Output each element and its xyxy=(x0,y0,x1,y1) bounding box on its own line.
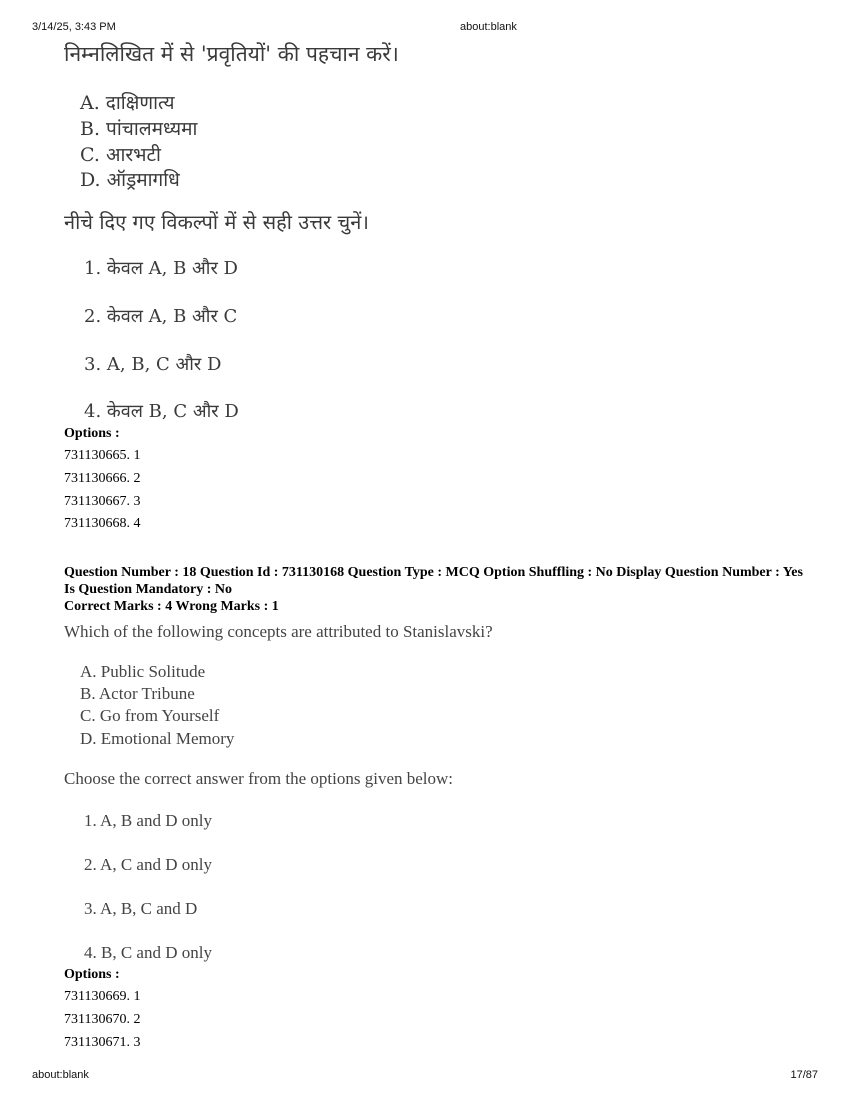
q18-choice-4: 4. B, C and D only xyxy=(84,943,212,962)
q18-choice-2: 2. A, C and D only xyxy=(84,855,212,874)
q18-option-3: 731130671. 3 xyxy=(64,1035,141,1050)
print-datetime: 3/14/25, 3:43 PM xyxy=(32,21,116,33)
q18-instruction: Choose the correct answer from the options given below: xyxy=(64,769,454,788)
q17-option-4: 731130668. 4 xyxy=(64,516,141,531)
q17-option-2: 731130666. 2 xyxy=(64,471,141,486)
q18-meta-line2: Correct Marks : 4 Wrong Marks : 1 xyxy=(64,599,279,614)
q17-option-3: 731130667. 3 xyxy=(64,494,141,509)
q17-item-a: A. दाक्षिणात्य xyxy=(80,92,175,114)
q18-option-2: 731130670. 2 xyxy=(64,1012,141,1027)
q18-meta xyxy=(64,564,804,615)
q18-meta-line1: Question Number : 18 Question Id : 731130168 Question Type : MCQ Option Shuffling : No Display Question Number : Yes Is Question Mandatory : No xyxy=(64,565,803,597)
q18-item-d: D. Emotional Memory xyxy=(80,729,235,748)
q18-item-b: B. Actor Tribune xyxy=(80,684,195,703)
page-number: 17/87 xyxy=(790,1069,818,1081)
q17-options-label: Options : xyxy=(64,426,120,441)
q17-option-1: 731130665. 1 xyxy=(64,448,141,463)
print-url: about:blank xyxy=(460,21,517,33)
q18-option-1: 731130669. 1 xyxy=(64,989,141,1004)
q18-item-a: A. Public Solitude xyxy=(80,662,206,681)
q18-item-c: C. Go from Yourself xyxy=(80,706,220,725)
footer-url: about:blank xyxy=(32,1069,89,1081)
q18-options-label: Options : xyxy=(64,967,120,982)
q17-item-d: D. ऑड्रमागधि xyxy=(80,169,180,191)
q18-question-text: Which of the following concepts are attributed to Stanislavski? xyxy=(64,622,493,641)
q17-choice-1: 1. केवल A, B और D xyxy=(84,258,238,279)
q17-choice-3: 3. A, B, C और D xyxy=(84,354,222,375)
q18-choice-3: 3. A, B, C and D xyxy=(84,899,198,918)
q17-choice-2: 2. केवल A, B और C xyxy=(84,306,238,327)
q17-question-text: निम्नलिखित में से 'प्रवृतियों' की पहचान करें। xyxy=(64,42,399,66)
q18-choice-1: 1. A, B and D only xyxy=(84,811,212,830)
q17-item-c: C. आरभटी xyxy=(80,144,161,166)
q17-choice-4: 4. केवल B, C और D xyxy=(84,401,239,422)
q17-instruction: नीचे दिए गए विकल्पों में से सही उत्तर चुनें। xyxy=(64,210,369,234)
q17-item-b: B. पांचालमध्यमा xyxy=(80,118,198,140)
